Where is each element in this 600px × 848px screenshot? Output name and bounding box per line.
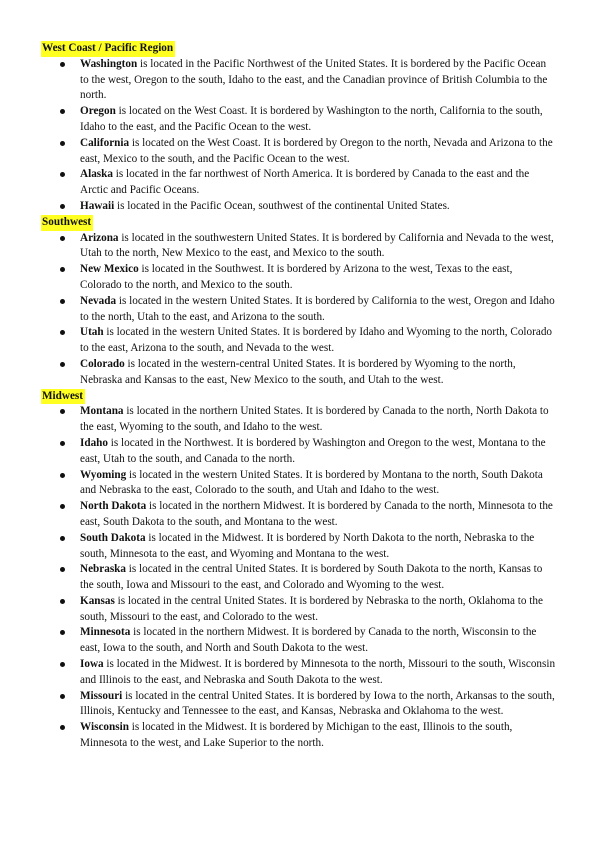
- list-item: [41, 531, 556, 563]
- state-name: Washington: [80, 57, 138, 70]
- state-name: Colorado: [80, 357, 125, 370]
- state-description: is located in the western United States. It is bordered by Montana to the north, South Dakota and Nebraska to the east, Colorado to the south, and Utah and Idaho to the west.: [80, 468, 543, 497]
- state-description: is located in the Pacific Ocean, southwest of the continental United States.: [114, 199, 450, 212]
- list-item: [41, 357, 556, 389]
- state-description: is located in the far northwest of North America. It is bordered by Canada to the east and the Arctic and Pacific Oceans.: [80, 168, 530, 197]
- state-description: is located in the Northwest. It is bordered by Washington and Oregon to the west, Montana to the east, Utah to the south, and Canada to the north.: [80, 436, 546, 465]
- state-name: South Dakota: [80, 531, 146, 544]
- state-name: Wyoming: [80, 468, 127, 481]
- list-item: [41, 689, 556, 721]
- list-item: [41, 562, 556, 594]
- list-item: [41, 294, 556, 326]
- state-name: Minnesota: [80, 626, 131, 639]
- bullet-icon: [60, 267, 65, 272]
- list-item: [41, 57, 556, 104]
- state-name: Utah: [80, 326, 104, 339]
- state-list: [41, 231, 556, 389]
- state-name: Idaho: [80, 436, 108, 449]
- state-name: Wisconsin: [80, 721, 129, 734]
- state-description: is located in the Midwest. It is bordered by Minnesota to the north, Missouri to the south, Wisconsin and Illinois to the east, and Nebraska and South Dakota to the west.: [80, 658, 556, 686]
- state-name: Hawaii: [80, 199, 115, 212]
- list-item: [41, 436, 556, 468]
- list-item: [41, 104, 556, 136]
- state-name: Kansas: [80, 594, 115, 607]
- bullet-icon: [60, 409, 65, 414]
- state-description: is located in the southwestern United States. It is bordered by California and Nevada to the west, Utah to the north, New Mexico to the east, and Mexico to the south.: [80, 231, 554, 260]
- bullet-icon: [60, 694, 65, 699]
- bullet-icon: [60, 473, 65, 478]
- state-name: North Dakota: [80, 500, 147, 513]
- state-description: is located on the West Coast. It is bordered by Oregon to the north, Nevada and Arizona to the east, Mexico to the south, and the Pacific Ocean to the west.: [80, 136, 553, 165]
- bullet-icon: [60, 62, 65, 67]
- bullet-icon: [60, 441, 65, 446]
- state-description: is located in the western-central United States. It is bordered by Wyoming to the north, Nebraska and Kansas to the east, New Mexico to the south, and Utah to the west.: [80, 357, 516, 386]
- bullet-icon: [60, 330, 65, 335]
- state-description: is located in the northern Midwest. It is bordered by Canada to the north, Wisconsin to the east, Iowa to the south, and North and South Dakota to the west.: [80, 626, 537, 655]
- state-name: Nebraska: [80, 563, 126, 576]
- state-description: is located in the central United States. It is bordered by Iowa to the north, Arkansas to the south, Illinois, Kentucky and Tennessee to the east, and Kansas, Nebraska and Oklahoma to the west.: [80, 689, 555, 718]
- bullet-icon: [60, 662, 65, 667]
- state-description: is located in the northern Midwest. It is bordered by Canada to the north, Minnesota to the east, South Dakota to the south, and Montana to the west.: [80, 500, 553, 528]
- state-name: Montana: [80, 405, 124, 418]
- list-item: [41, 325, 556, 357]
- state-description: is located in the Midwest. It is bordered by Michigan to the east, Illinois to the south, Minnesota to the west, and Lake Superior to the north.: [80, 721, 513, 750]
- state-description: is located in the Pacific Northwest of the United States. It is bordered by the Pacific Ocean to the west, Oregon to the south, Idaho to the east, and the Canadian province of British Columbia to the north.: [80, 57, 548, 102]
- state-name: New Mexico: [80, 263, 139, 276]
- state-description: is located on the West Coast. It is bordered by Washington to the north, California to the south, Idaho to the east, and the Pacific Ocean to the west.: [80, 105, 543, 133]
- list-item: [41, 199, 556, 215]
- section-heading: Midwest: [41, 389, 85, 405]
- state-name: Nevada: [80, 294, 117, 307]
- list-item: [41, 136, 556, 168]
- state-name: California: [80, 136, 130, 149]
- state-description: is located in the northern United States. It is bordered by Canada to the north, North Dakota to the east, Wyoming to the south, and Idaho to the west.: [80, 405, 549, 434]
- state-name: Arizona: [80, 231, 119, 244]
- bullet-icon: [60, 172, 65, 177]
- state-name: Alaska: [80, 168, 113, 181]
- state-name: Missouri: [80, 689, 123, 702]
- state-description: is located in the central United States. It is bordered by Nebraska to the north, Oklahoma to the south, Missouri to the east, and Colorado to the west.: [80, 594, 543, 623]
- state-name: Iowa: [80, 658, 104, 671]
- state-description: is located in the western United States. It is bordered by Idaho and Wyoming to the north, Colorado to the east, Arizona to the south, and Nevada to the west.: [80, 326, 553, 355]
- state-list: [41, 404, 556, 752]
- state-list: [41, 57, 556, 215]
- state-description: is located in the central United States. It is bordered by South Dakota to the north, Kansas to the south, Iowa and Missouri to the east, and Colorado and Wyoming to the west.: [80, 563, 543, 592]
- bullet-icon: [60, 504, 65, 509]
- state-description: is located in the Midwest. It is bordered by North Dakota to the north, Nebraska to the south, Minnesota to the east, and Wyoming and Montana to the west.: [80, 531, 535, 560]
- bullet-icon: [60, 362, 65, 367]
- bullet-icon: [60, 567, 65, 572]
- list-item: [41, 468, 556, 500]
- list-item: [41, 167, 556, 199]
- bullet-icon: [60, 725, 65, 730]
- state-name: Oregon: [80, 105, 116, 118]
- state-description: is located in the Southwest. It is bordered by Arizona to the west, Texas to the east, Colorado to the north, and Mexico to the south.: [80, 263, 513, 291]
- bullet-icon: [60, 141, 65, 146]
- bullet-icon: [60, 599, 65, 604]
- list-item: [41, 594, 556, 626]
- list-item: [41, 231, 556, 263]
- section-heading: West Coast / Pacific Region: [41, 41, 175, 57]
- list-item: [41, 657, 556, 689]
- section-southwest: [41, 215, 556, 389]
- list-item: [41, 625, 556, 657]
- section-midwest: [41, 389, 556, 752]
- bullet-icon: [60, 109, 65, 114]
- bullet-icon: [60, 630, 65, 635]
- list-item: [41, 499, 556, 531]
- list-item: [41, 262, 556, 294]
- state-description: is located in the western United States. It is bordered by California to the west, Oregon and Idaho to the north, Utah to the east, and Arizona to the south.: [80, 294, 555, 323]
- bullet-icon: [60, 536, 65, 541]
- list-item: [41, 404, 556, 436]
- section-heading: Southwest: [41, 215, 93, 231]
- section-west-coast: [41, 41, 556, 215]
- bullet-icon: [60, 236, 65, 241]
- bullet-icon: [60, 299, 65, 304]
- bullet-icon: [60, 204, 65, 209]
- list-item: [41, 720, 556, 752]
- document-body: [41, 41, 556, 752]
